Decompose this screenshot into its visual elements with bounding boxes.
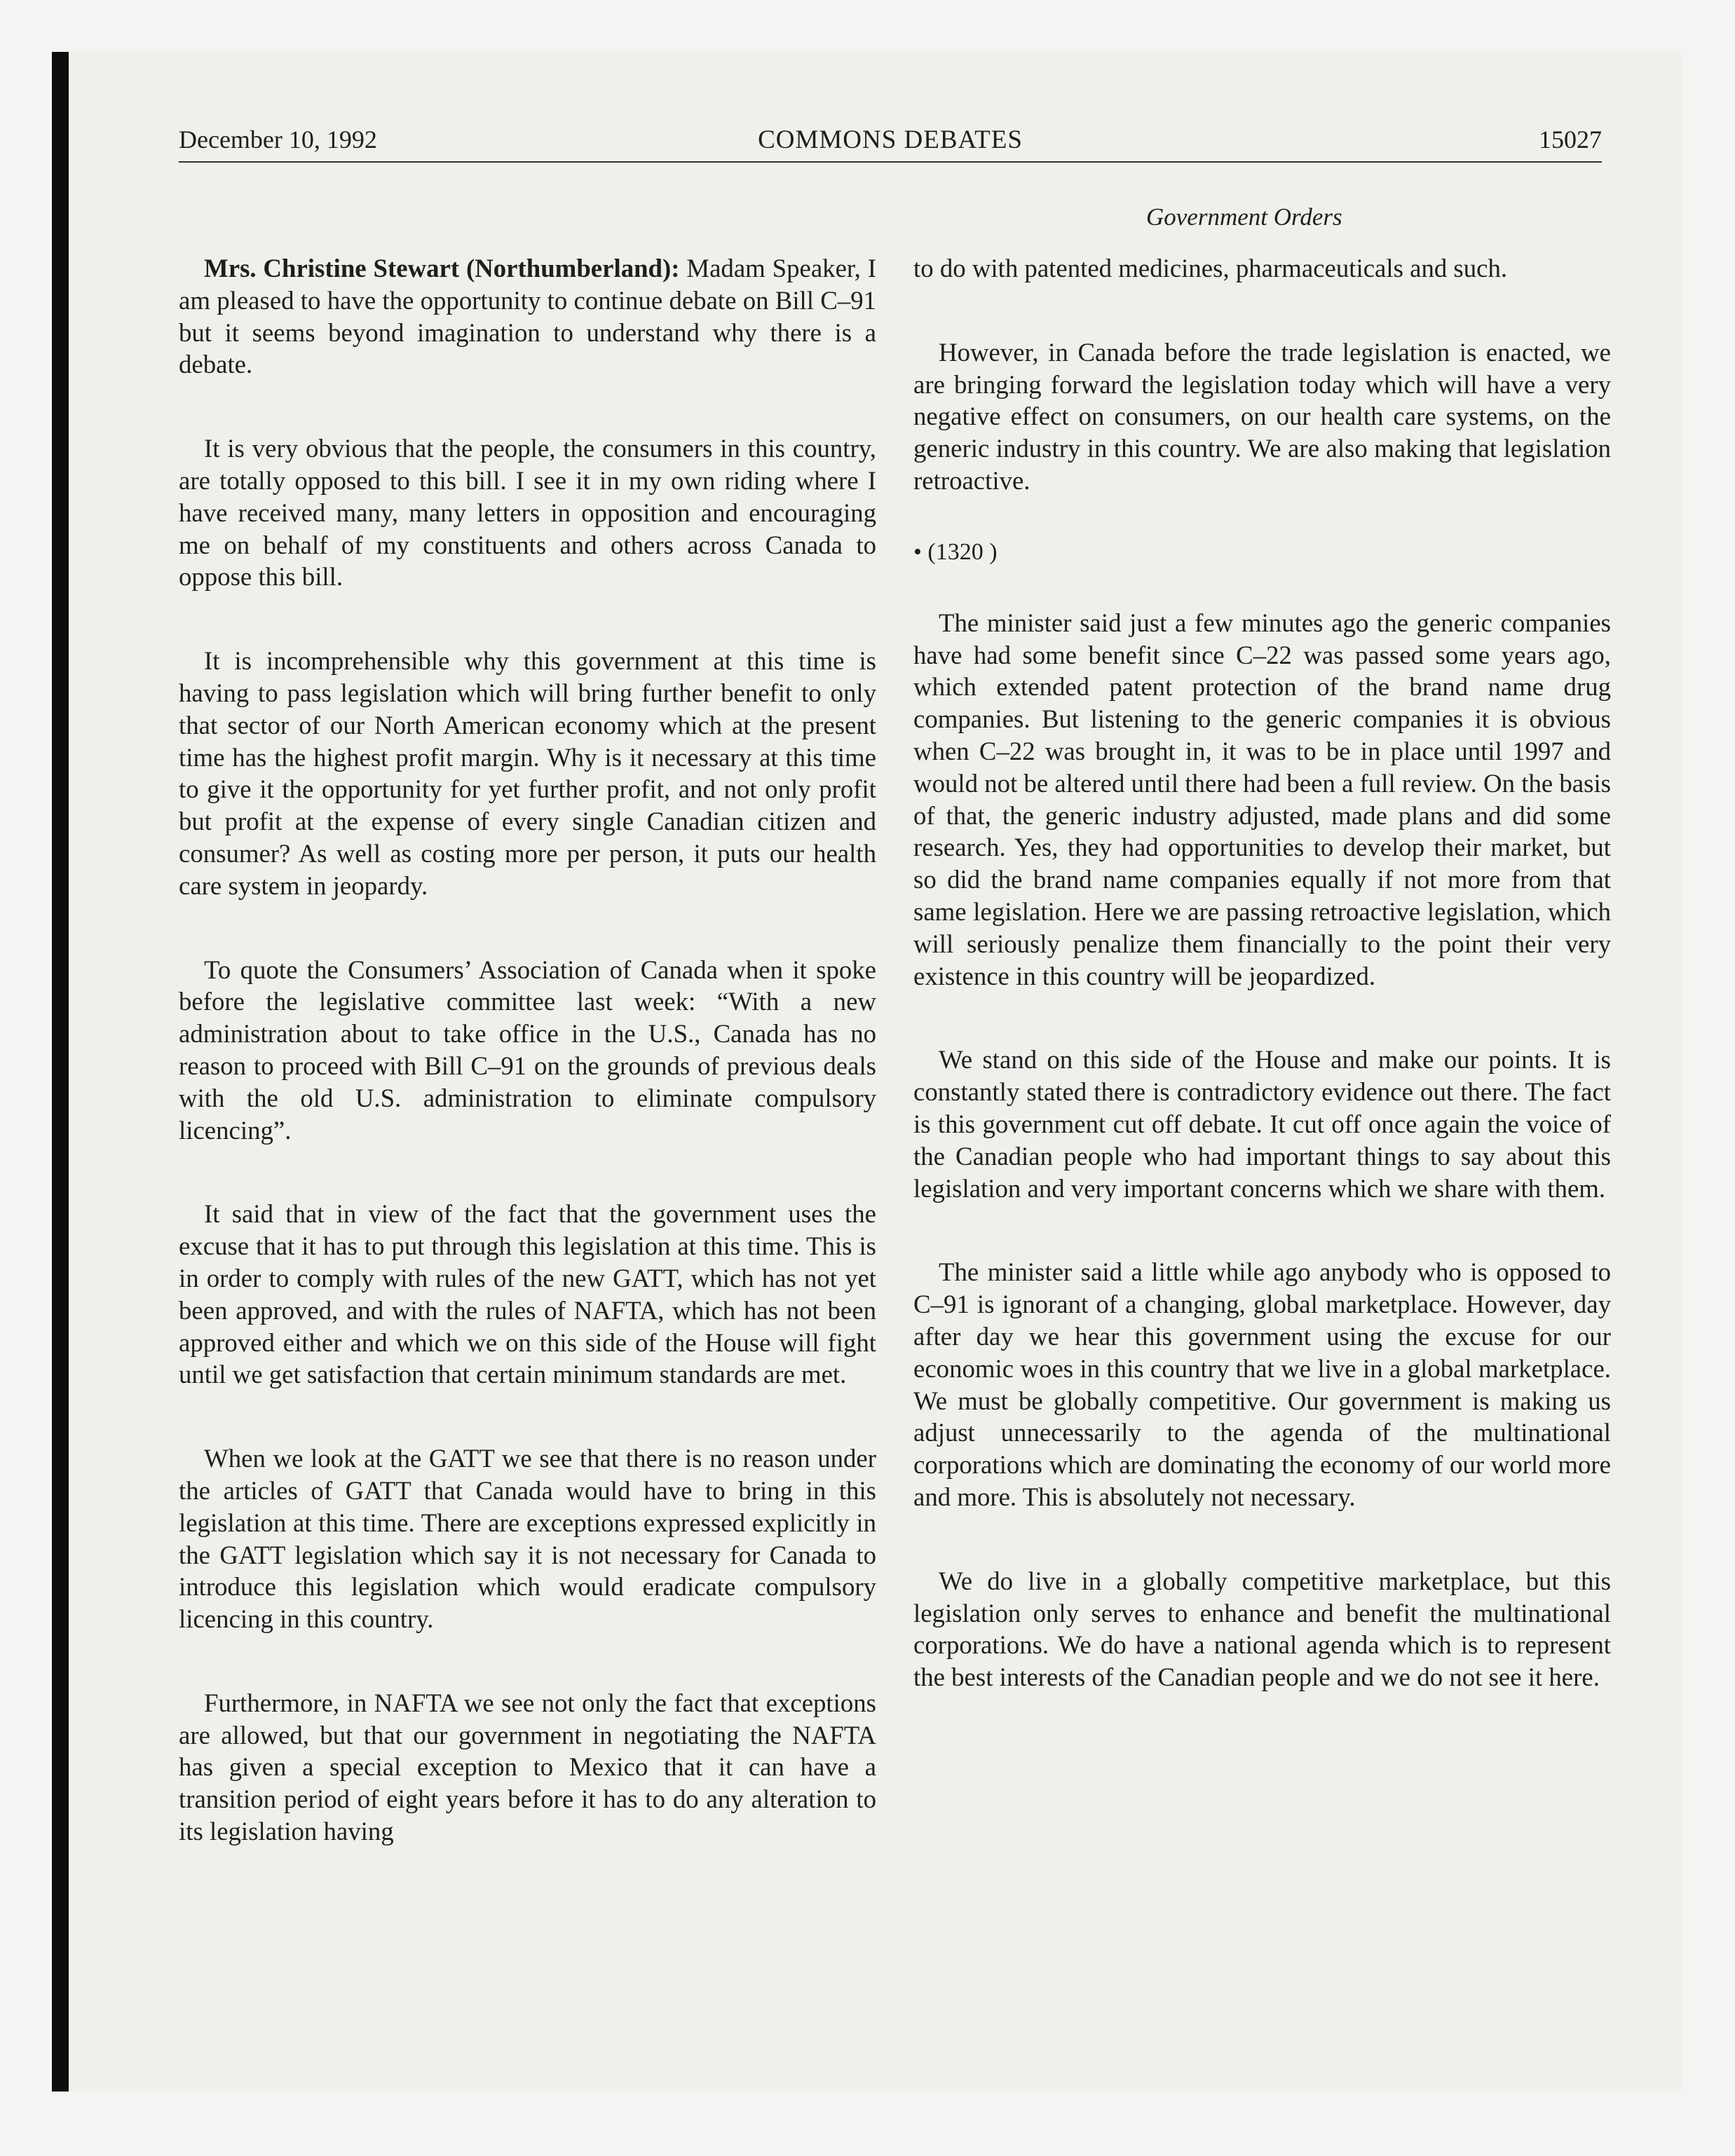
header-date: December 10, 1992: [179, 125, 377, 153]
paragraph: It is very obvious that the people, the consumers in this country, are totally opposed to this bill. I see it in my own riding where I have received many, many letters in opposition and encouraging me on behalf of my constituents and others across Canada to oppose this bill.: [179, 434, 876, 592]
running-header: [179, 125, 1602, 163]
paragraph: We stand on this side of the House and make our points. It is constantly stated there is contradictory evidence out there. The fact is this government cut off debate. It cut off once again the voice of the Canadian people who had important things to say about this legislation and very important concerns which we share with them.: [913, 1045, 1611, 1203]
paragraph: Furthermore, in NAFTA we see not only the fact that exceptions are allowed, but that our government in negotiating the NAFTA has given a special exception to Mexico that it can have a transition period of eight years before it has to do any alteration to its legislation having: [179, 1688, 876, 1846]
paragraph: to do with patented medicines, pharmaceuticals and such.: [913, 254, 1508, 282]
paragraph: [179, 252, 876, 381]
paragraph: To quote the Consumers’ Association of Canada when it spoke before the legislative committee last week: “With a new administration about to take office in the U.S., Canada has no reason to proceed with Bill C–91 on the grounds of previous deals with the old U.S. administration to eliminate compulsory licencing”.: [179, 955, 876, 1145]
paragraph-text: Madam Speaker, I am pleased to have the opportunity to continue debate on Bill C–91 but it seems beyond imagination to understand why there is a debate.: [179, 254, 876, 379]
speaker-name: Mrs. Christine Stewart (Northumberland):: [204, 254, 680, 282]
page-number: 15027: [1539, 125, 1602, 153]
paragraph: However, in Canada before the trade legislation is enacted, we are bringing forward the legislation today which will have a very negative effect on consumers, on our health care systems, on the generic industry in this country. We are also making that legislation retroactive.: [913, 337, 1611, 495]
paragraph: We do live in a globally competitive marketplace, but this legislation only serves to enhance and benefit the multinational corporations. We do have a national agenda which is to represent the best interests of the Canadian people and we do not see it here.: [913, 1566, 1611, 1692]
time-marker: • (1320 ): [913, 538, 998, 565]
paragraph: It said that in view of the fact that the government uses the excuse that it has to put through this legislation at this time. This is in order to comply with rules of the new GATT, which has not yet been approved, and with the rules of NAFTA, which has not been approved either and which we on this side of the House will fight until we get satisfaction that certain minimum standards are met.: [179, 1199, 876, 1389]
scan-border: [52, 52, 69, 2092]
paragraph: The minister said just a few minutes ago the generic companies have had some benefit since C–22 was passed some years ago, which extended patent protection of the brand name drug companies. But listening to the generic companies it is obvious when C–22 was brought in, it was to be in place until 1997 and would not be altered until there had been a full review. On the basis of that, the generic industry adjusted, made plans and did some research. Yes, they had opportunities to develop their market, but so did the brand name companies equally if not more from that same legislation. Here we are passing retroactive legislation, which will seriously penalize them financially to the point their very existence in this country will be jeopardized.: [913, 608, 1611, 990]
right-column: [913, 252, 1611, 1693]
section-label: Government Orders: [1146, 203, 1342, 231]
header-title: COMMONS DEBATES: [758, 125, 1023, 154]
paragraph: The minister said a little while ago anybody who is opposed to C–91 is ignorant of a changing, global marketplace. However, day after day we hear this government using the excuse for our economic woes in this country that we live in a global marketplace. We must be globally competitive. Our government is making us adjust unnecessarily to the agenda of the multinational corporations which are dominating the economy of our world more and more. This is absolutely not necessary.: [913, 1257, 1611, 1511]
paragraph: When we look at the GATT we see that there is no reason under the articles of GATT that Canada would have to bring in this legislation at this time. There are exceptions expressed explicitly in the GATT legislation which say it is not necessary for Canada to introduce this legislation which would eradicate compulsory licencing in this country.: [179, 1444, 876, 1634]
left-column: [179, 252, 876, 1848]
paragraph: It is incomprehensible why this government at this time is having to pass legislation which will bring further benefit to only that sector of our North American economy which at the present time has the highest profit margin. Why is it necessary at this time to give it the opportunity for yet further profit, and not only profit but profit at the expense of every single Canadian citizen and consumer? As well as costing more per person, it puts our health care system in jeopardy.: [179, 646, 876, 900]
